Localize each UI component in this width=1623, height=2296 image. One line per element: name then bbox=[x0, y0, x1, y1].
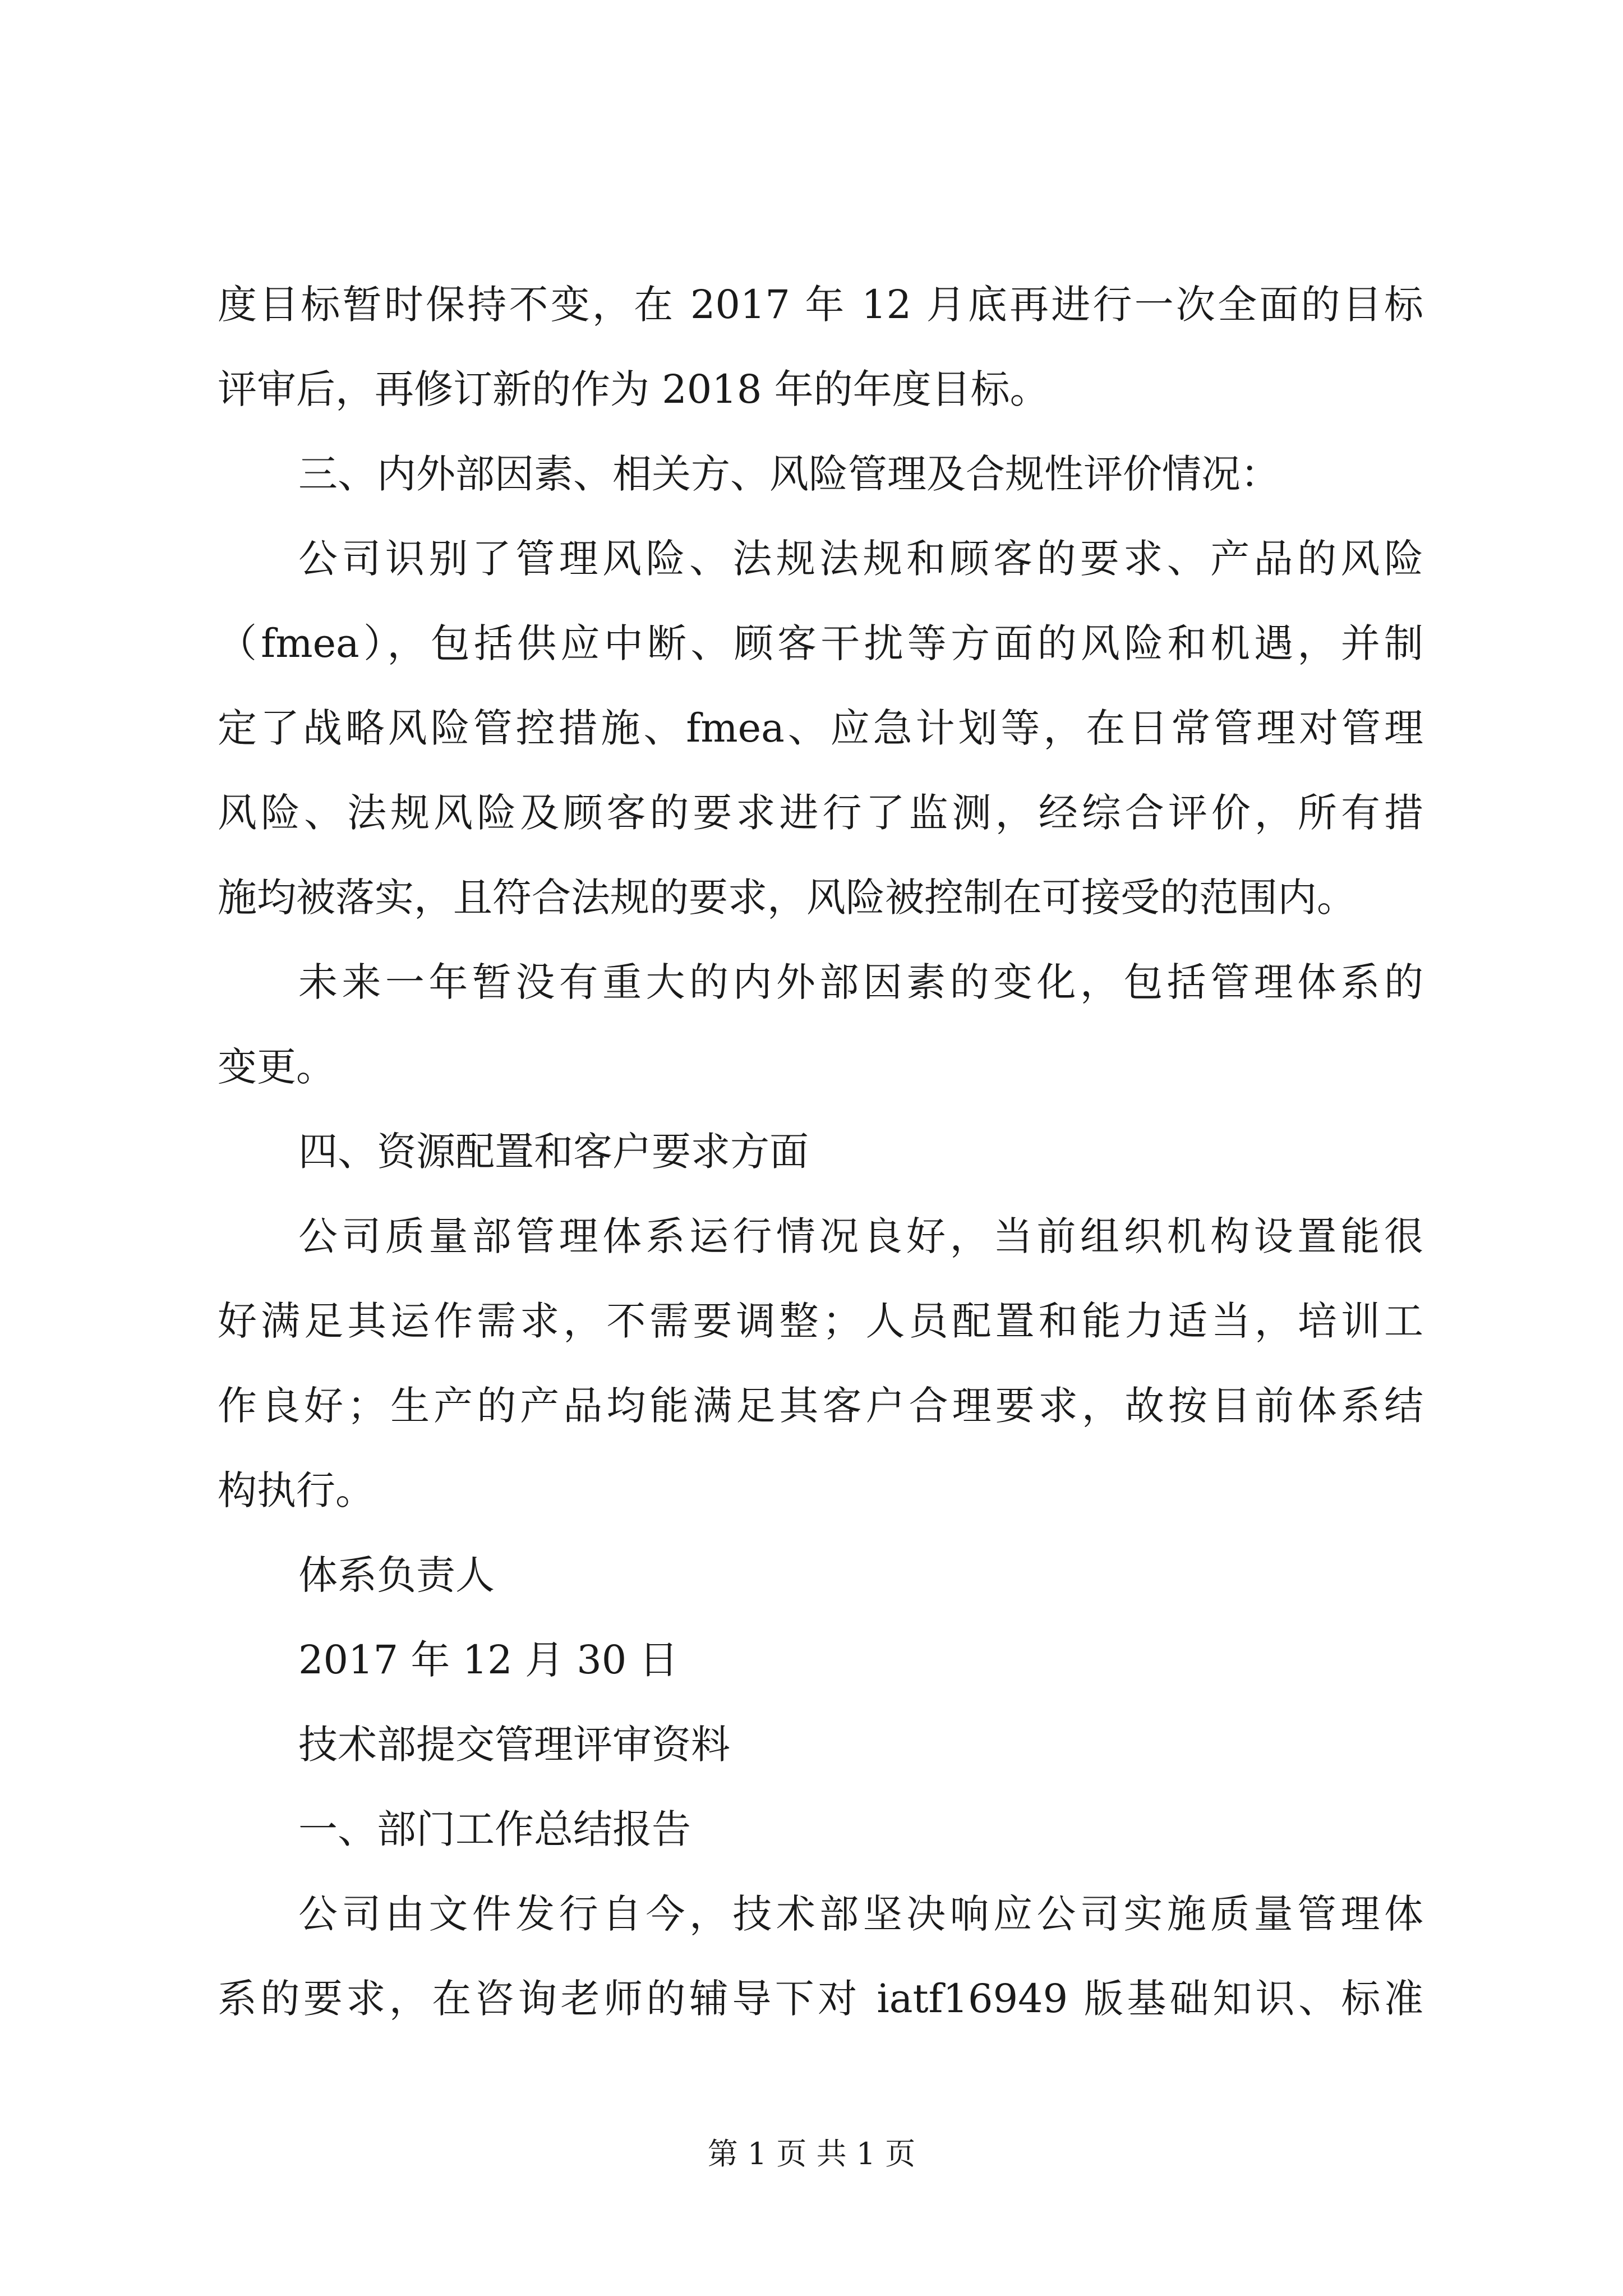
page-footer: 第 1 页 共 1 页 bbox=[707, 2136, 916, 2171]
text-line: 体系负责人 bbox=[298, 1552, 495, 1598]
text-line: （fmea），包括供应中断、顾客干扰等方面的风险和机遇，并制 bbox=[218, 620, 1423, 666]
text-line: 公司质量部管理体系运行情况良好，当前组织机构设置能很 bbox=[298, 1213, 1423, 1259]
text-line: 公司识别了管理风险、法规法规和顾客的要求、产品的风险 bbox=[298, 536, 1423, 582]
text-line: 变更。 bbox=[218, 1044, 335, 1090]
text-line: 作良好；生产的产品均能满足其客户合理要求，故按目前体系结 bbox=[218, 1383, 1423, 1429]
text-line: 构执行。 bbox=[218, 1467, 375, 1513]
text-line: 评审后，再修订新的作为 2018 年的年度目标。 bbox=[218, 366, 1049, 412]
text-line: 2017 年 12 月 30 日 bbox=[298, 1637, 679, 1683]
text-line: 四、资源配置和客户要求方面 bbox=[298, 1129, 809, 1175]
text-line: 度目标暂时保持不变，在 2017 年 12 月底再进行一次全面的目标 bbox=[218, 282, 1423, 328]
text-line: 三、内外部因素、相关方、风险管理及合规性评价情况： bbox=[298, 451, 1280, 497]
text-line: 好满足其运作需求，不需要调整；人员配置和能力适当，培训工 bbox=[218, 1298, 1423, 1344]
text-line: 施均被落实，且符合法规的要求，风险被控制在可接受的范围内。 bbox=[218, 875, 1356, 921]
text-line: 系的要求，在咨询老师的辅导下对 iatf16949 版基础知识、标准 bbox=[218, 1976, 1423, 2022]
document-body bbox=[218, 263, 1423, 2041]
text-line: 定了战略风险管控措施、fmea、应急计划等，在日常管理对管理 bbox=[218, 705, 1423, 751]
text-line: 公司由文件发行自今，技术部坚决响应公司实施质量管理体 bbox=[298, 1891, 1423, 1937]
text-line: 风险、法规风险及顾客的要求进行了监测，经综合评价，所有措 bbox=[218, 790, 1423, 836]
text-line: 未来一年暂没有重大的内外部因素的变化，包括管理体系的 bbox=[298, 959, 1423, 1005]
text-line: 技术部提交管理评审资料 bbox=[298, 1722, 730, 1768]
text-line: 一、部门工作总结报告 bbox=[298, 1806, 691, 1852]
